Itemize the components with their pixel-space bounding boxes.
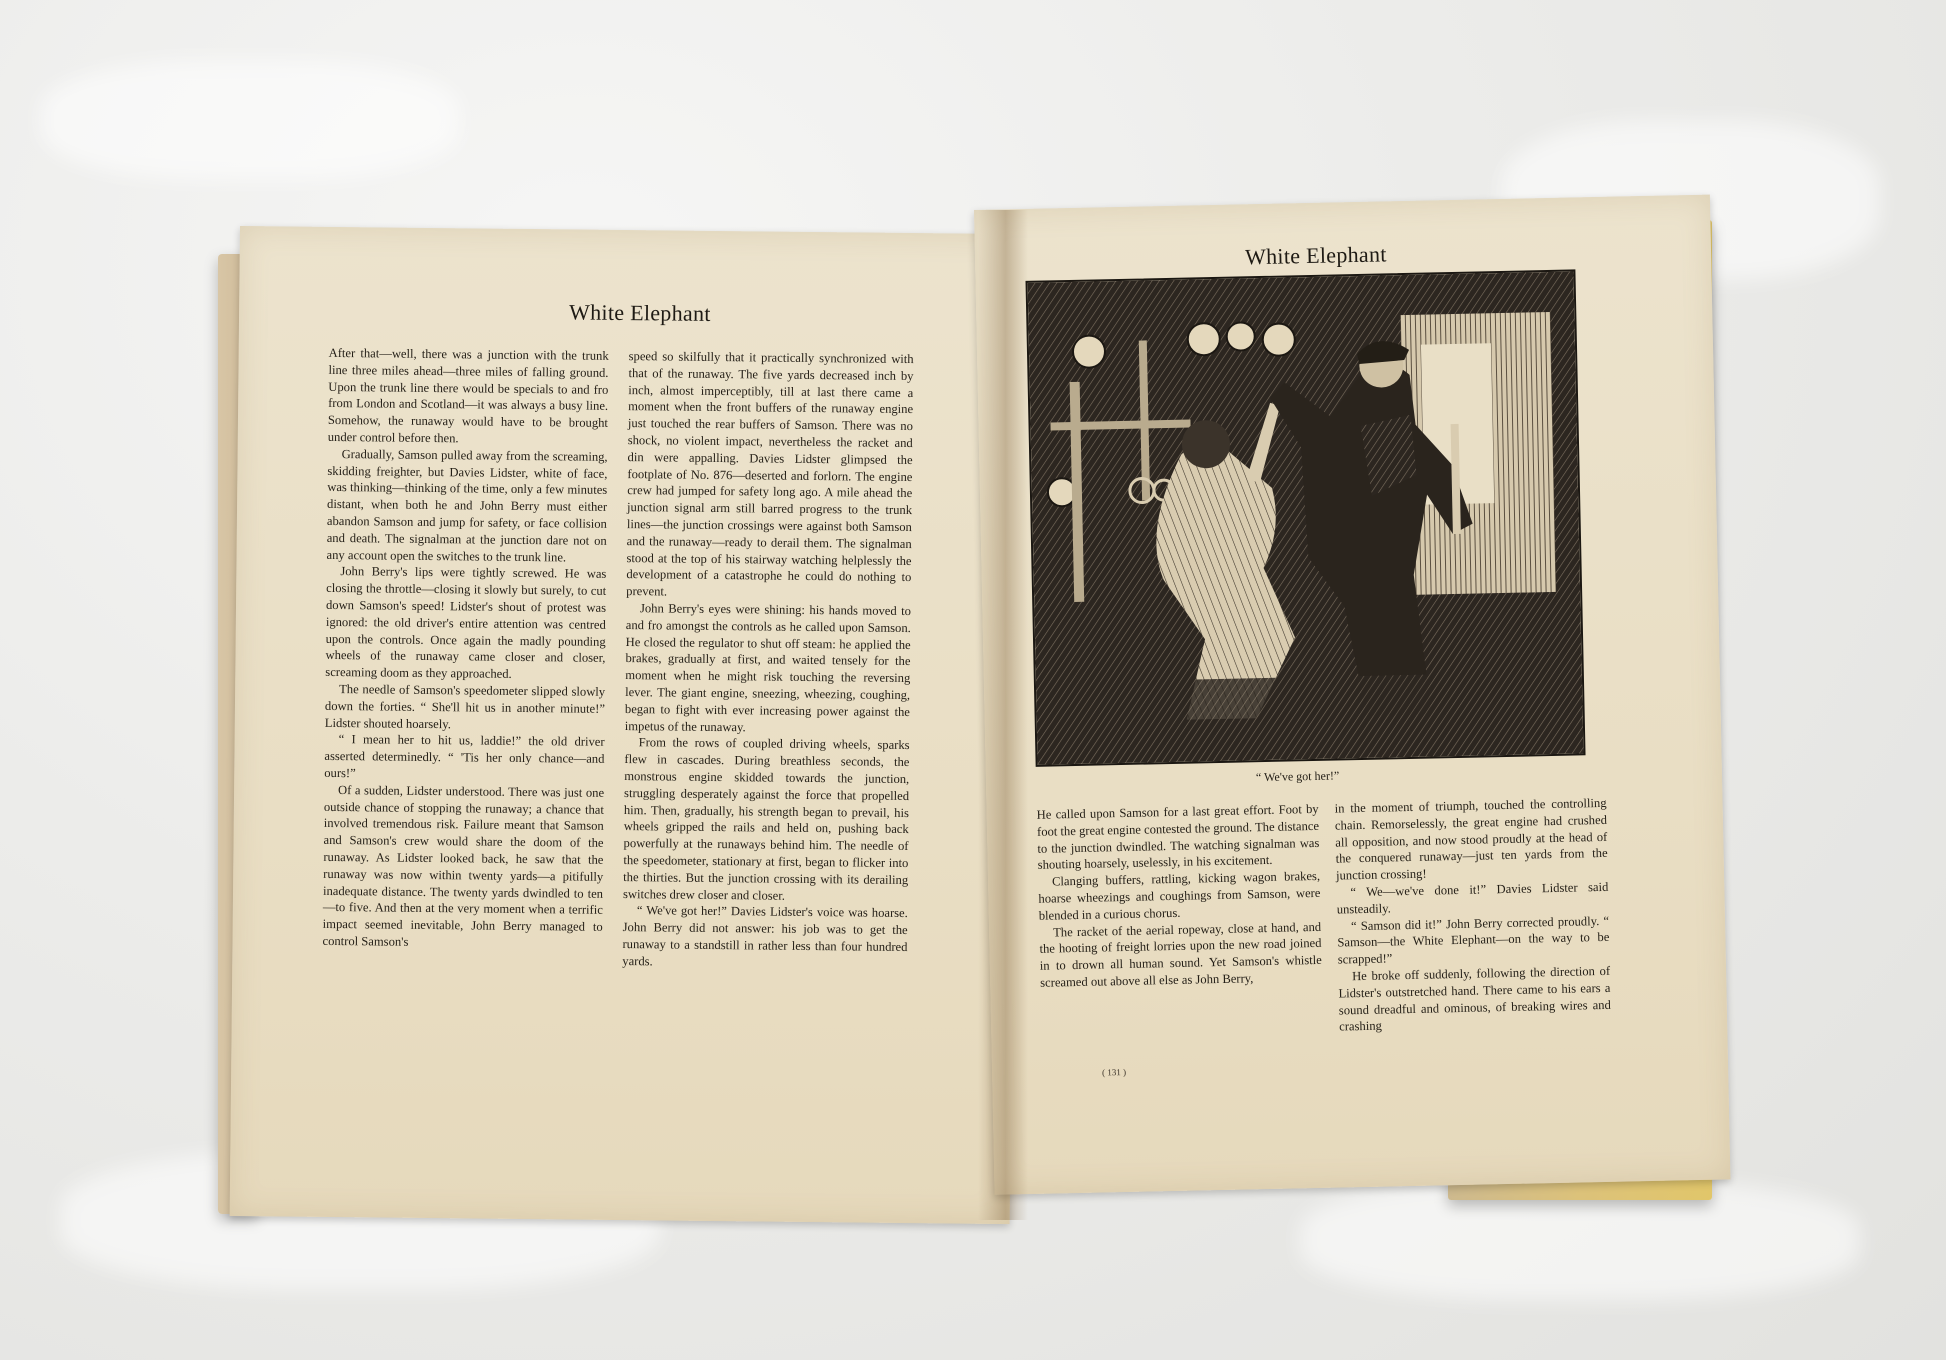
paragraph: “ We've got her!” Davies Lidster's voice was hoarse. John Berry did not answer: his job was to get the runaway to a standstill in rather less than four hundred yards. xyxy=(622,903,908,969)
paragraph: The needle of Samson's speedometer slipped slowly down the forties. “ She'll hit us in another minute!” Lidster shouted hoarsely. xyxy=(324,682,606,731)
open-book xyxy=(218,210,1712,1230)
paragraph: John Berry's lips were tightly screwed. He was closing the throttle—closing it slowly but surely, to cut down Samson's speed! Lidster's shout of protest was ignored: the old driver's entire attention was centred upon the controls. Once again the madly pounding wheels of the runaway came closer and closer, screaming doom as they approached. xyxy=(325,564,607,682)
sheet-fold xyxy=(40,60,460,180)
left-running-head: White Elephant xyxy=(568,299,711,326)
illustration-caption: “ We've got her!” xyxy=(1255,768,1340,785)
right-page xyxy=(974,195,1730,1195)
right-page-column-1 xyxy=(1037,801,1323,992)
paragraph: “ We—we've done it!” Davies Lidster said unsteadily. xyxy=(1336,879,1609,917)
page-number: ( 131 ) xyxy=(1101,1067,1127,1078)
paragraph: Gradually, Samson pulled away from the screaming, skidding freighter, but Davies Lidster, white of face, was thinking—thinking of the time, only a few minutes distant, when both he and John Berry must either abandon Samson and jump for safety, or face collision and death. The signalman at the junction dare not on any account open the switches to the trunk line. xyxy=(326,446,608,564)
left-page-column-2 xyxy=(622,348,913,972)
paragraph: After that—well, there was a junction with the trunk line three miles ahead—three miles of falling ground. Upon the trunk line there would be specials to and fro from London and Scotland—it was always a busy line. Somehow, the runaway would have to be brought under control before then. xyxy=(327,345,609,446)
right-running-head: White Elephant xyxy=(1244,241,1387,270)
left-page-column-1 xyxy=(322,345,608,953)
paragraph: “ Samson did it!” John Berry corrected proudly. “ Samson—the White Elephant—on the way to be scrapped!” xyxy=(1337,913,1610,967)
left-page xyxy=(230,226,1020,1224)
right-page-column-2 xyxy=(1334,795,1611,1036)
paragraph: “ I mean her to hit us, laddie!” the old driver asserted determinedly. “ 'Tis her only chance—and ours!” xyxy=(324,732,605,781)
paragraph: Clanging buffers, rattling, kicking wagon brakes, hoarse wheezings and coughings from Samson, were blended in a curious chorus. xyxy=(1038,869,1321,923)
paragraph: John Berry's eyes were shining: his hands moved to and fro amongst the controls as he called upon Samson. He closed the regulator to shut off steam: he applied the brakes, gradually at first, and waited tensely for the moment when he might risk touching the reversing lever. The giant engine, sneezing, wheezing, coughing, began to fight with ever increasing power against the impetus of the runaway. xyxy=(624,601,912,734)
paragraph: speed so skilfully that it practically synchronized with that of the runaway. The five yards decreased inch by inch, almost imperceptibly, till at last there came a moment when the front buffers of the runaway engine just touched the rear buffers of Samson. There was no shock, no violent impact, nevertheless the racket and din were appalling. Davies Lidster glimpsed the footplate of No. 876—deserted and forlorn. The engine crew had jumped for safety long ago. A mile ahead the junction signal arm still barred progress to the trunk lines—the junction crossings were against both Samson and the runaway—ready to derail them. The signalman stood at the top of his stairway watching helplessly the development of a catastrophe he could do nothing to prevent. xyxy=(626,349,914,599)
paragraph: From the rows of coupled driving wheels, sparks flew in cascades. During breathless seconds, the monstrous engine skidded towards the junction, struggling desperately against the force that propelled him. Then, gradually, his strength began to prevail, his wheels gripped the rails and held on, pushing back powerfully at the runaways behind him. The needle of the speedometer, stationary at first, began to flicker into the thirties. But the junction crossing with its derailing switches drew closer and closer. xyxy=(622,735,910,903)
paragraph: Of a sudden, Lidster understood. There was just one outside chance of stopping the runaway; a chance that involved tremendous risk. Failure meant that Samson and Samson's crew would share the doom of the runaway. As Lidster looked back, he saw that the runaway was now within twenty yards—a pitifully inadequate distance. The twenty yards dwindled to ten—to five. And then at the very moment when a terrific impact seemed inevitable, John Berry managed to control Samson's xyxy=(322,782,605,949)
paragraph: He called upon Samson for a last great effort. Foot by foot the great engine contested the ground. The distance to the junction dwindled. The watching signalman was shouting hoarsely, uselessly, in his excitement. xyxy=(1036,801,1320,873)
paragraph: in the moment of triumph, touched the controlling chain. Remorselessly, the great engine had crushed all opposition, and now stood proudly at the head of the conquered runaway—just ten yards from the junction crossing! xyxy=(1334,795,1608,883)
paragraph: He broke off suddenly, following the direction of Lidster's outstretched hand. There came to his ears a sound dreadful and ominous, of breaking wires and crashing xyxy=(1338,963,1611,1034)
locomotive-cab-illustration xyxy=(1025,269,1585,766)
engraving-image xyxy=(1028,271,1584,764)
paragraph: The racket of the aerial ropeway, close at hand, and the hooting of freight lorries upon the new road joined in to drown all human sound. Yet Samson's whistle screamed out above all else as John Berry, xyxy=(1039,919,1322,990)
